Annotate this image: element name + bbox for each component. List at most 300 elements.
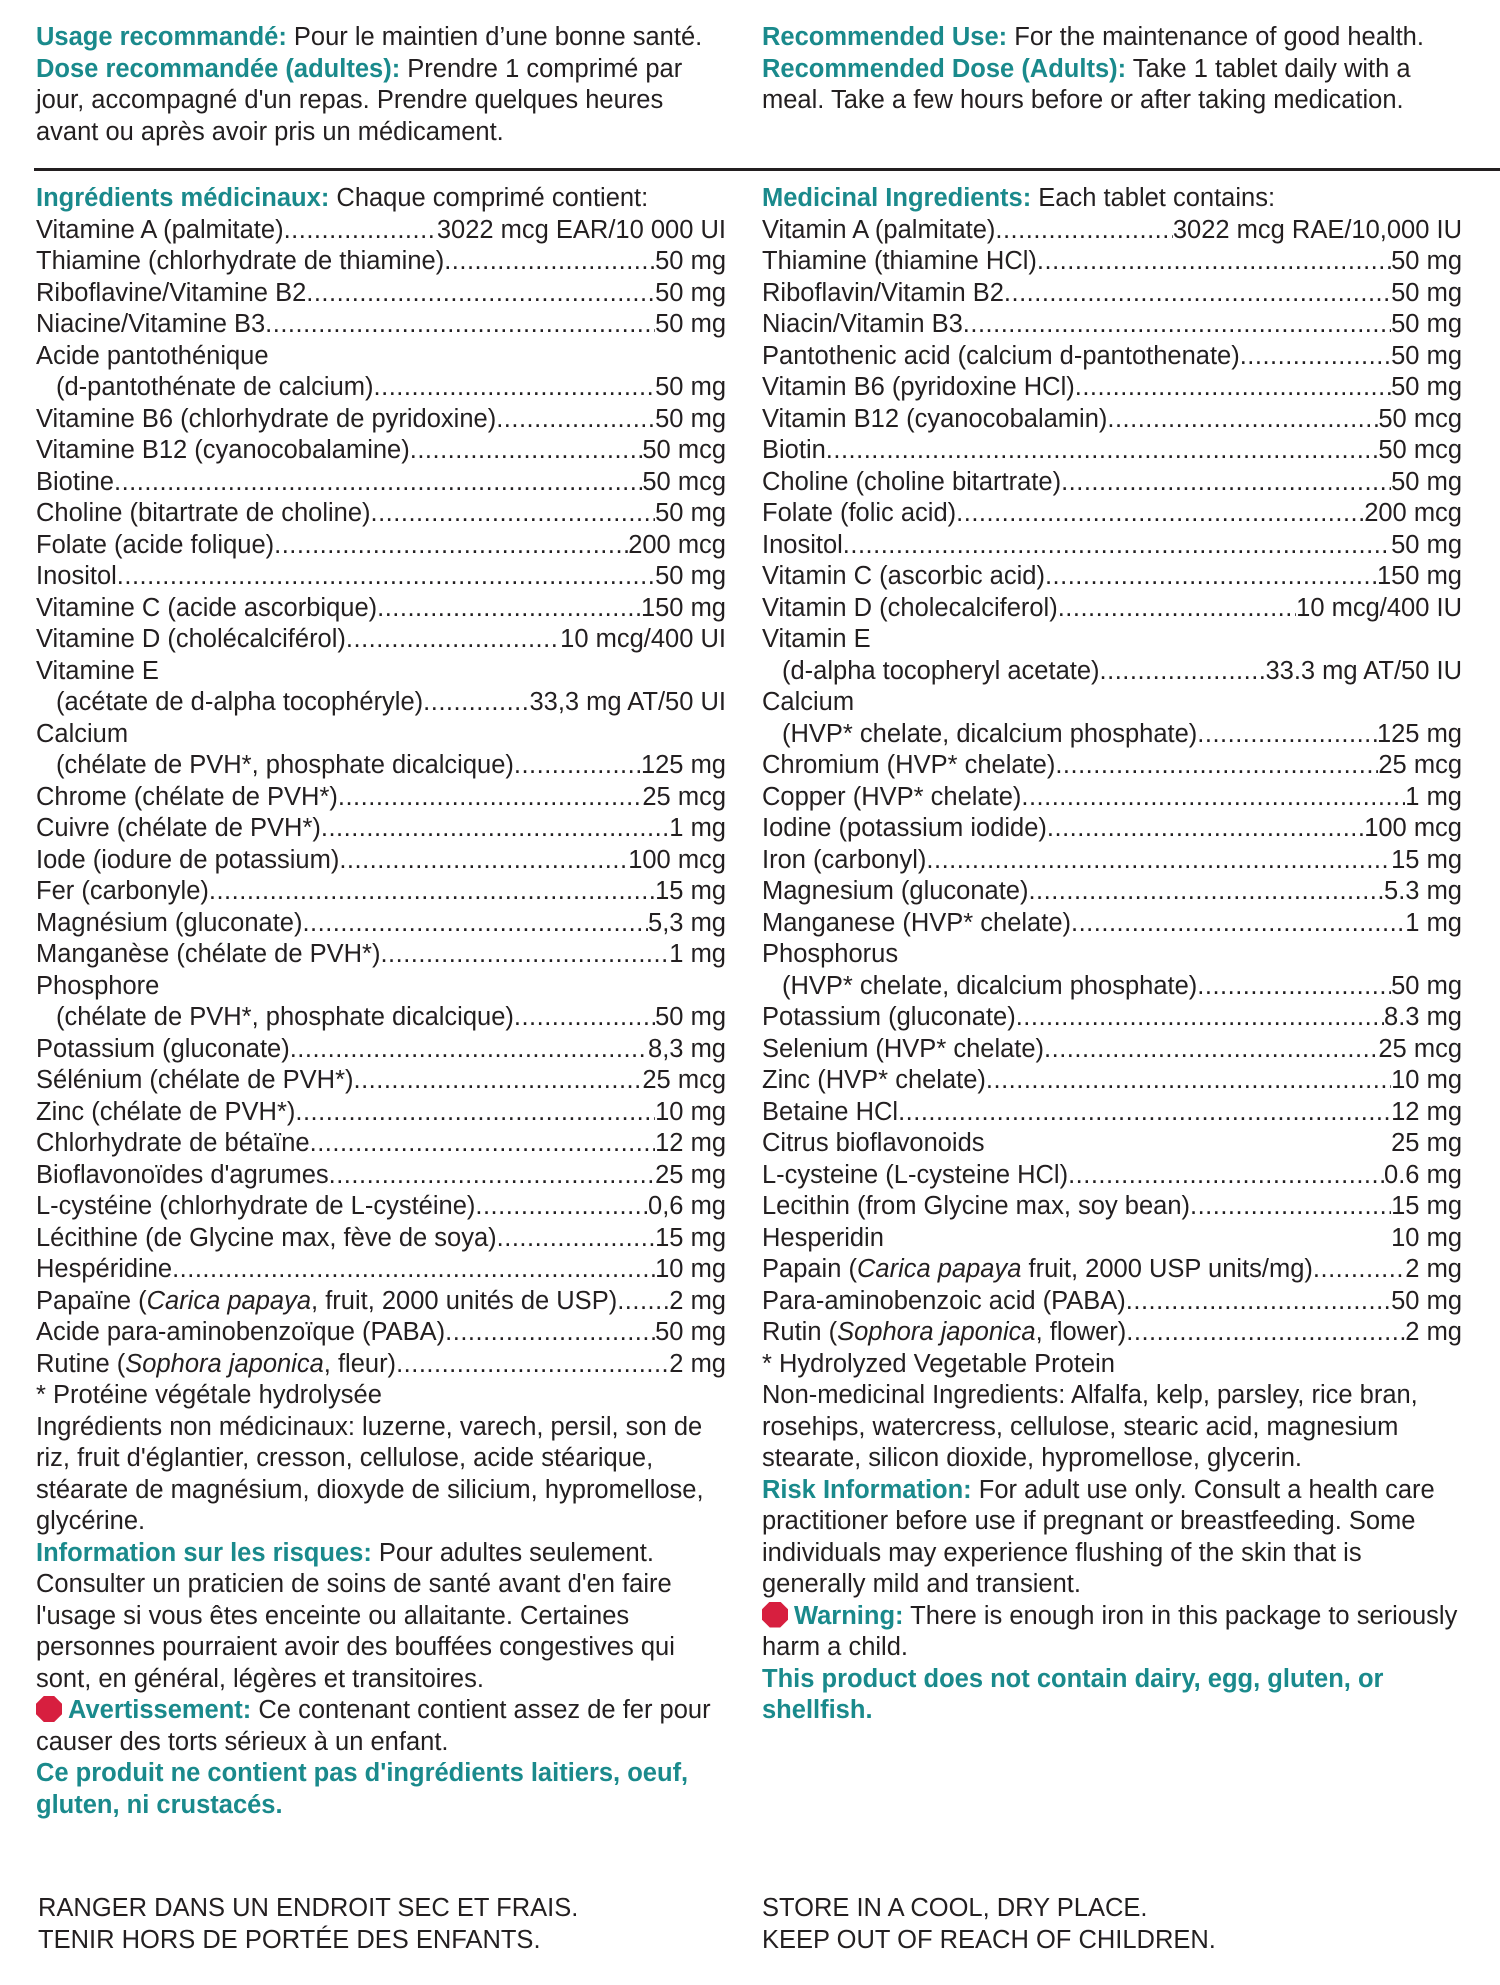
ingredient-row xyxy=(36,1317,726,1349)
ingredient-name: Calcium xyxy=(762,688,855,716)
ingredient-amount: 1 mg xyxy=(669,940,726,968)
dot-leader xyxy=(497,1223,655,1255)
ingredient-name: Vitamin D (cholecalciferol) xyxy=(762,593,1058,622)
ingredient-amount: 0,6 mg xyxy=(648,1192,726,1220)
ingredient-amount: 50 mg xyxy=(655,278,726,307)
ingredient-row xyxy=(762,593,1462,625)
ingredient-amount: 10 mg xyxy=(655,1097,726,1126)
ingredient-name: (chélate de PVH*, phosphate dicalcique) xyxy=(56,1003,514,1031)
ingredient-amount: 50 mg xyxy=(655,247,726,275)
ingredient-row xyxy=(762,467,1462,499)
ingredient-name: Magnésium (gluconate) xyxy=(36,908,303,937)
ingredient-amount: 2 mg xyxy=(669,1349,726,1378)
en-allergen-statement: This product does not contain dairy, egg, gluten, or shellfish. xyxy=(762,1664,1384,1724)
dot-leader xyxy=(209,876,655,908)
dot-leader xyxy=(496,404,655,436)
dot-leader xyxy=(114,467,642,499)
ingredient-row xyxy=(762,750,1462,782)
fr-nonmedicinal: Ingrédients non médicinaux: luzerne, varech, persil, son de riz, fruit d'églantier, cresson, cellulose, acide stéarique, stéarate de magnésium, dioxyde de silicium, hypromellose, glycérine. xyxy=(36,1412,704,1535)
dot-leader xyxy=(1197,719,1377,751)
dot-leader xyxy=(329,1160,655,1192)
en-dose-label: Recommended Dose (Adults): xyxy=(762,54,1127,83)
ingredient-name: Riboflavin/Vitamin B2 xyxy=(762,278,1004,307)
ingredient-amount: 3022 mcg RAE/10,000 IU xyxy=(1172,215,1462,244)
stop-sign-icon xyxy=(36,1696,62,1722)
ingredient-amount: 15 mg xyxy=(655,877,726,905)
ingredient-name: Copper (HVP* chelate) xyxy=(762,782,1022,811)
ingredient-name: Zinc (chélate de PVH*) xyxy=(36,1097,296,1126)
ingredient-name: (acétate de d-alpha tocophéryle) xyxy=(56,688,424,716)
ingredient-amount: 10 mcg/400 IU xyxy=(1296,593,1462,622)
ingredient-row xyxy=(762,278,1462,310)
ingredient-name: (chélate de PVH*, phosphate dicalcique) xyxy=(56,751,514,779)
ingredient-name: Sélénium (chélate de PVH*) xyxy=(36,1066,354,1094)
en-dose xyxy=(762,54,1462,117)
ingredient-row xyxy=(36,341,726,373)
ingredient-name: (HVP* chelate, dicalcium phosphate) xyxy=(782,971,1198,1000)
ingredient-name: Niacine/Vitamine B3 xyxy=(36,310,266,338)
dot-leader xyxy=(1313,1254,1405,1286)
ingredient-amount: 15 mg xyxy=(1391,845,1462,874)
ingredient-row xyxy=(762,1128,1462,1160)
dot-leader xyxy=(1240,341,1391,373)
ingredient-row xyxy=(36,908,726,940)
ingredient-amount: 50 mg xyxy=(1391,278,1462,307)
dot-leader xyxy=(423,687,529,719)
ingredient-row xyxy=(36,593,726,625)
ingredient-amount: 150 mg xyxy=(640,593,726,622)
ingredient-name: Acide pantothénique xyxy=(36,341,269,370)
ingredient-row xyxy=(762,719,1462,751)
ingredient-amount: 15 mg xyxy=(655,1223,726,1252)
en-warning xyxy=(762,1601,1462,1664)
ingredient-name: Folate (folic acid) xyxy=(762,499,957,527)
dot-leader xyxy=(371,498,656,530)
ingredient-name: Vitamin E xyxy=(762,625,871,653)
ingredient-name: Cuivre (chélate de PVH*) xyxy=(36,814,321,842)
dot-leader xyxy=(284,215,437,247)
ingredient-name: Thiamine (thiamine HCl) xyxy=(762,247,1037,275)
fr-footnote: * Protéine végétale hydrolysée xyxy=(36,1381,382,1409)
ingredient-name: Vitamin B12 (cyanocobalamin) xyxy=(762,404,1108,433)
ingredient-amount: 25 mcg xyxy=(642,1066,726,1094)
dot-leader xyxy=(1016,1002,1384,1034)
fr-warning-label: Avertissement: xyxy=(68,1696,252,1724)
dot-leader xyxy=(396,1349,669,1381)
dot-leader xyxy=(1190,1191,1391,1223)
dot-leader xyxy=(290,1034,648,1066)
ingredient-row xyxy=(36,1223,726,1255)
ingredient-row xyxy=(762,1160,1462,1192)
ingredient-name: Inositol xyxy=(36,562,117,590)
ingredient-amount: 50 mg xyxy=(655,1318,726,1346)
ingredient-name: Potassium (gluconate) xyxy=(36,1034,290,1063)
ingredient-amount: 50 mg xyxy=(655,373,726,401)
ingredient-amount: 50 mg xyxy=(1391,247,1462,275)
ingredient-name: Fer (carbonyle) xyxy=(36,877,209,905)
fr-ingredients-label: Ingrédients médicinaux: xyxy=(36,184,330,212)
en-usage-section xyxy=(762,22,1462,117)
ingredient-amount: 2 mg xyxy=(1405,1255,1462,1283)
ingredient-name: Thiamine (chlorhydrate de thiamine) xyxy=(36,247,445,275)
dot-leader xyxy=(265,309,655,341)
ingredient-name: Phosphorus xyxy=(762,940,899,968)
dot-leader xyxy=(1037,246,1391,278)
dot-leader xyxy=(380,939,669,971)
fr-risk xyxy=(36,1538,726,1696)
ingredient-amount: 50 mg xyxy=(1391,341,1462,370)
ingredient-row xyxy=(36,845,726,877)
dot-leader xyxy=(172,1254,655,1286)
ingredient-row xyxy=(36,561,726,593)
ingredient-name: Niacin/Vitamin B3 xyxy=(762,310,963,338)
ingredient-name: Inositol xyxy=(762,530,843,559)
ingredient-row xyxy=(762,971,1462,1003)
ingredient-row xyxy=(762,656,1462,688)
ingredient-amount: 2 mg xyxy=(1405,1318,1462,1346)
en-usage-text: For the maintenance of good health. xyxy=(1007,23,1424,51)
ingredient-row xyxy=(762,215,1462,247)
ingredient-name: (d-alpha tocopheryl acetate) xyxy=(782,656,1100,685)
en-dose-text: Take 1 tablet daily with a meal. Take a few hours before or after taking medication. xyxy=(762,54,1411,114)
ingredient-amount: 50 mg xyxy=(1391,1286,1462,1315)
ingredient-name: Potassium (gluconate) xyxy=(762,1003,1016,1031)
ingredient-name: Phosphore xyxy=(36,971,160,1000)
fr-keep-away-instruction: TENIR HORS DE PORTÉE DES ENFANTS. xyxy=(38,1925,541,1954)
ingredient-amount: 50 mg xyxy=(655,499,726,527)
en-keep-away-instruction: KEEP OUT OF REACH OF CHILDREN. xyxy=(762,1925,1216,1954)
fr-dose-label: Dose recommandée (adultes): xyxy=(36,54,401,83)
dot-leader xyxy=(117,561,655,593)
ingredient-amount: 12 mg xyxy=(655,1129,726,1157)
ingredient-amount: 50 mg xyxy=(655,310,726,338)
ingredient-amount: 33,3 mg AT/50 UI xyxy=(529,688,726,716)
dot-leader xyxy=(1021,782,1405,814)
ingredient-amount: 50 mg xyxy=(655,1003,726,1031)
ingredient-row xyxy=(36,750,726,782)
ingredient-row xyxy=(762,782,1462,814)
dot-leader xyxy=(1075,372,1391,404)
ingredient-amount: 50 mcg xyxy=(1378,436,1462,464)
en-usage-label: Recommended Use: xyxy=(762,23,1008,51)
ingredient-amount: 50 mg xyxy=(1391,530,1462,559)
ingredient-name: Magnesium (gluconate) xyxy=(762,877,1029,905)
ingredient-name: L-cystéine (chlorhydrate de L-cystéine) xyxy=(36,1192,476,1220)
ingredient-row xyxy=(762,1254,1462,1286)
fr-usage-section xyxy=(36,22,726,148)
dot-leader xyxy=(514,750,641,782)
en-warning-label: Warning: xyxy=(794,1601,904,1630)
fr-warning xyxy=(36,1695,726,1758)
ingredient-row xyxy=(36,1349,726,1381)
ingredient-row xyxy=(36,278,726,310)
ingredient-name: Choline (bitartrate de choline) xyxy=(36,499,371,527)
ingredient-amount: 100 mcg xyxy=(628,845,726,874)
dot-leader xyxy=(617,1286,669,1318)
ingredient-row xyxy=(36,530,726,562)
en-ingredients-intro: Each tablet contains: xyxy=(1031,184,1276,212)
ingredient-amount: 5,3 mg xyxy=(648,908,726,937)
ingredient-name: Rutine (Sophora japonica, fleur) xyxy=(36,1349,397,1378)
ingredient-name: (HVP* chelate, dicalcium phosphate) xyxy=(782,719,1198,748)
ingredient-row xyxy=(762,404,1462,436)
ingredient-name: Vitamin B6 (pyridoxine HCl) xyxy=(762,373,1075,401)
ingredient-name: Hesperidin xyxy=(762,1223,884,1252)
dot-leader xyxy=(321,813,669,845)
ingredient-row xyxy=(36,498,726,530)
ingredient-row xyxy=(36,782,726,814)
ingredient-name: Hespéridine xyxy=(36,1255,173,1283)
en-nonmedicinal: Non-medicinal Ingredients: Alfalfa, kelp, parsley, rice bran, rosehips, watercress, cellulose, stearic acid, magnesium stearate, silicon dioxide, hypromellose, glycerin. xyxy=(762,1381,1418,1472)
ingredient-row xyxy=(36,813,726,845)
ingredient-row xyxy=(762,876,1462,908)
ingredient-name: (d-pantothénate de calcium) xyxy=(56,373,374,401)
ingredient-amount: 25 mg xyxy=(655,1160,726,1189)
ingredient-name: Papain (Carica papaya fruit, 2000 USP units/mg) xyxy=(762,1255,1313,1283)
ingredient-row xyxy=(36,309,726,341)
ingredient-name: Selenium (HVP* chelate) xyxy=(762,1034,1045,1063)
fr-dose-text: Prendre 1 comprimé par jour, accompagné d'un repas. Prendre quelques heures avant ou après avoir pris un médicament. xyxy=(36,54,683,146)
ingredient-amount: 10 mcg/400 UI xyxy=(560,625,726,653)
ingredient-row xyxy=(36,1286,726,1318)
ingredient-name: Lécithine (de Glycine max, fève de soya) xyxy=(36,1223,497,1252)
dot-leader xyxy=(374,372,656,404)
ingredient-row xyxy=(762,939,1462,971)
dot-leader xyxy=(306,278,655,310)
ingredient-amount: 3022 mcg EAR/10 000 UI xyxy=(436,215,726,244)
en-usage xyxy=(762,22,1462,54)
ingredient-amount: 50 mg xyxy=(1391,373,1462,401)
ingredient-name: Choline (choline bitartrate) xyxy=(762,467,1062,496)
en-store-instruction: STORE IN A COOL, DRY PLACE. xyxy=(762,1894,1148,1922)
ingredient-row xyxy=(762,246,1462,278)
ingredient-amount: 12 mg xyxy=(1391,1097,1462,1126)
dot-leader xyxy=(1107,404,1378,436)
ingredient-name: Chlorhydrate de bétaïne xyxy=(36,1129,310,1157)
ingredient-amount: 50 mcg xyxy=(642,436,726,464)
fr-risk-label: Information sur les risques: xyxy=(36,1538,372,1567)
ingredient-name: Folate (acide folique) xyxy=(36,530,275,559)
ingredient-row xyxy=(762,1223,1462,1255)
ingredient-name: Iodine (potassium iodide) xyxy=(762,814,1047,842)
ingredient-row xyxy=(762,372,1462,404)
en-warning-text: There is enough iron in this package to seriously harm a child. xyxy=(762,1601,1458,1661)
ingredient-amount: 2 mg xyxy=(669,1286,726,1315)
ingredient-row xyxy=(762,624,1462,656)
fr-store-instruction: RANGER DANS UN ENDROIT SEC ET FRAIS. xyxy=(38,1894,579,1922)
dot-leader xyxy=(843,530,1391,562)
ingredient-amount: 15 mg xyxy=(1391,1192,1462,1220)
ingredient-amount: 10 mg xyxy=(655,1255,726,1283)
dot-leader xyxy=(1068,1160,1384,1192)
ingredient-name: Chrome (chélate de PVH*) xyxy=(36,782,338,811)
ingredient-row xyxy=(762,341,1462,373)
ingredient-name: Calcium xyxy=(36,719,129,748)
ingredient-amount: 125 mg xyxy=(1376,719,1462,748)
stop-sign-icon xyxy=(762,1602,788,1628)
dot-leader xyxy=(1100,656,1266,688)
dot-leader xyxy=(963,309,1391,341)
ingredient-row xyxy=(36,1128,726,1160)
dot-leader xyxy=(898,1097,1391,1129)
ingredient-name: Riboflavine/Vitamine B2 xyxy=(36,278,307,307)
dot-leader xyxy=(475,1191,648,1223)
ingredient-row xyxy=(36,687,726,719)
ingredient-amount: 10 mg xyxy=(1391,1066,1462,1094)
fr-storage-footer xyxy=(38,1893,578,1956)
fr-usage-text: Pour le maintien d’une bonne santé. xyxy=(286,23,703,51)
ingredient-row xyxy=(762,1034,1462,1066)
dot-leader xyxy=(1071,908,1405,940)
ingredient-row xyxy=(36,467,726,499)
ingredient-name: Manganese (HVP* chelate) xyxy=(762,908,1072,937)
ingredient-row xyxy=(762,1065,1462,1097)
dot-leader xyxy=(926,845,1391,877)
dot-leader xyxy=(302,908,648,940)
dot-leader xyxy=(377,593,641,625)
ingredient-row xyxy=(762,1191,1462,1223)
ingredient-row xyxy=(36,1160,726,1192)
dot-leader xyxy=(274,530,628,562)
ingredient-name: Vitamine A (palmitate) xyxy=(36,215,284,244)
dot-leader xyxy=(1044,1034,1378,1066)
ingredient-name: L-cysteine (L-cysteine HCl) xyxy=(762,1160,1069,1189)
ingredient-amount: 0.6 mg xyxy=(1384,1160,1462,1189)
ingredient-name: Acide para-aminobenzoïque (PABA) xyxy=(36,1318,446,1346)
ingredient-name: Citrus bioflavonoids xyxy=(762,1129,985,1157)
ingredient-row xyxy=(36,435,726,467)
ingredient-name: Vitamine B6 (chlorhydrate de pyridoxine) xyxy=(36,404,497,433)
ingredient-name: Iron (carbonyl) xyxy=(762,845,927,874)
dot-leader xyxy=(1126,1286,1391,1318)
dot-leader xyxy=(1058,593,1296,625)
ingredient-name: Vitamine B12 (cyanocobalamine) xyxy=(36,436,410,464)
ingredient-name: Vitamine C (acide ascorbique) xyxy=(36,593,378,622)
ingredient-amount: 50 mg xyxy=(1391,971,1462,1000)
ingredient-amount: 1 mg xyxy=(669,814,726,842)
ingredient-row xyxy=(36,656,726,688)
ingredient-amount: 25 mcg xyxy=(642,782,726,811)
ingredient-row xyxy=(36,372,726,404)
ingredient-row xyxy=(36,404,726,436)
ingredient-row xyxy=(762,1002,1462,1034)
fr-ingredients-heading xyxy=(36,183,726,215)
dot-leader xyxy=(514,1002,655,1034)
en-ingredients-label: Medicinal Ingredients: xyxy=(762,184,1032,212)
en-ingredients-heading xyxy=(762,183,1462,215)
en-ingredient-list xyxy=(762,215,1462,1349)
dot-leader xyxy=(1197,971,1391,1003)
fr-warning-text: Ce contenant contient assez de fer pour causer des torts sérieux à un enfant. xyxy=(36,1696,711,1756)
ingredient-name: Chromium (HVP* chelate) xyxy=(762,751,1056,779)
ingredient-amount: 50 mg xyxy=(655,404,726,433)
ingredient-row xyxy=(762,309,1462,341)
ingredient-amount: 200 mcg xyxy=(628,530,726,559)
ingredient-amount: 150 mg xyxy=(1376,562,1462,590)
ingredient-row xyxy=(36,1065,726,1097)
fr-usage-label: Usage recommandé: xyxy=(36,23,287,51)
ingredient-amount: 8.3 mg xyxy=(1384,1003,1462,1031)
fr-dose xyxy=(36,54,726,149)
en-risk xyxy=(762,1475,1462,1601)
dot-leader xyxy=(995,215,1172,247)
ingredient-row xyxy=(762,435,1462,467)
ingredient-name: Vitamin C (ascorbic acid) xyxy=(762,562,1045,590)
ingredient-amount: 125 mg xyxy=(640,751,726,779)
ingredient-amount: 10 mg xyxy=(1391,1223,1462,1252)
ingredient-name: Biotine xyxy=(36,467,114,496)
dot-leader xyxy=(1055,750,1378,782)
en-footnote: * Hydrolyzed Vegetable Protein xyxy=(762,1349,1115,1378)
ingredient-amount: 25 mcg xyxy=(1378,751,1462,779)
dot-leader xyxy=(410,435,643,467)
dot-leader xyxy=(444,246,655,278)
ingredient-name: Lecithin (from Glycine max, soy bean) xyxy=(762,1192,1190,1220)
dot-leader xyxy=(1126,1317,1405,1349)
dot-leader xyxy=(339,845,628,877)
en-storage-footer xyxy=(762,1893,1216,1956)
ingredient-row xyxy=(36,1254,726,1286)
ingredient-row xyxy=(36,1034,726,1066)
dot-leader xyxy=(310,1128,656,1160)
fr-ingredients-intro: Chaque comprimé contient: xyxy=(329,184,649,212)
dot-leader xyxy=(354,1065,643,1097)
fr-ingredients-section xyxy=(36,183,726,1821)
ingredient-row xyxy=(762,561,1462,593)
ingredient-amount: 100 mcg xyxy=(1364,814,1462,842)
ingredient-amount: 50 mg xyxy=(655,562,726,590)
dot-leader xyxy=(346,624,560,656)
ingredient-amount: 50 mg xyxy=(1391,310,1462,338)
ingredient-row xyxy=(36,939,726,971)
dot-leader xyxy=(1061,467,1391,499)
ingredient-amount: 25 mg xyxy=(1391,1129,1462,1157)
dot-leader xyxy=(295,1097,655,1129)
ingredient-name: Para-aminobenzoic acid (PABA) xyxy=(762,1286,1126,1315)
dot-leader xyxy=(1004,278,1391,310)
ingredient-row xyxy=(762,530,1462,562)
dot-leader xyxy=(1047,813,1364,845)
dot-leader xyxy=(1045,561,1377,593)
ingredient-row xyxy=(36,1097,726,1129)
section-divider xyxy=(34,168,1500,171)
ingredient-amount: 5.3 mg xyxy=(1384,877,1462,905)
en-risk-text: For adult use only. Consult a health care practitioner before use if pregnant or breastfeeding. Some individuals may experience flushing of the skin that is generally mild and transient. xyxy=(762,1475,1435,1598)
ingredient-row xyxy=(762,498,1462,530)
ingredient-row xyxy=(36,624,726,656)
fr-usage xyxy=(36,22,726,54)
ingredient-name: Betaine HCl xyxy=(762,1097,899,1126)
ingredient-row xyxy=(762,845,1462,877)
en-ingredients-section xyxy=(762,183,1462,1727)
ingredient-amount: 1 mg xyxy=(1405,782,1462,811)
ingredient-amount: 8,3 mg xyxy=(648,1034,726,1063)
ingredient-name: Vitamine E xyxy=(36,656,159,685)
ingredient-row xyxy=(36,246,726,278)
ingredient-name: Vitamine D (cholécalciférol) xyxy=(36,625,346,653)
ingredient-name: Rutin (Sophora japonica, flower) xyxy=(762,1318,1127,1346)
ingredient-name: Vitamin A (palmitate) xyxy=(762,215,996,244)
ingredient-name: Biotin xyxy=(762,436,826,464)
ingredient-row xyxy=(762,813,1462,845)
ingredient-row xyxy=(36,215,726,247)
dot-leader xyxy=(1028,876,1384,908)
ingredient-row xyxy=(762,1317,1462,1349)
ingredient-row xyxy=(762,1097,1462,1129)
ingredient-name: Zinc (HVP* chelate) xyxy=(762,1066,986,1094)
ingredient-name: Manganèse (chélate de PVH*) xyxy=(36,940,381,968)
dot-leader xyxy=(338,782,642,814)
